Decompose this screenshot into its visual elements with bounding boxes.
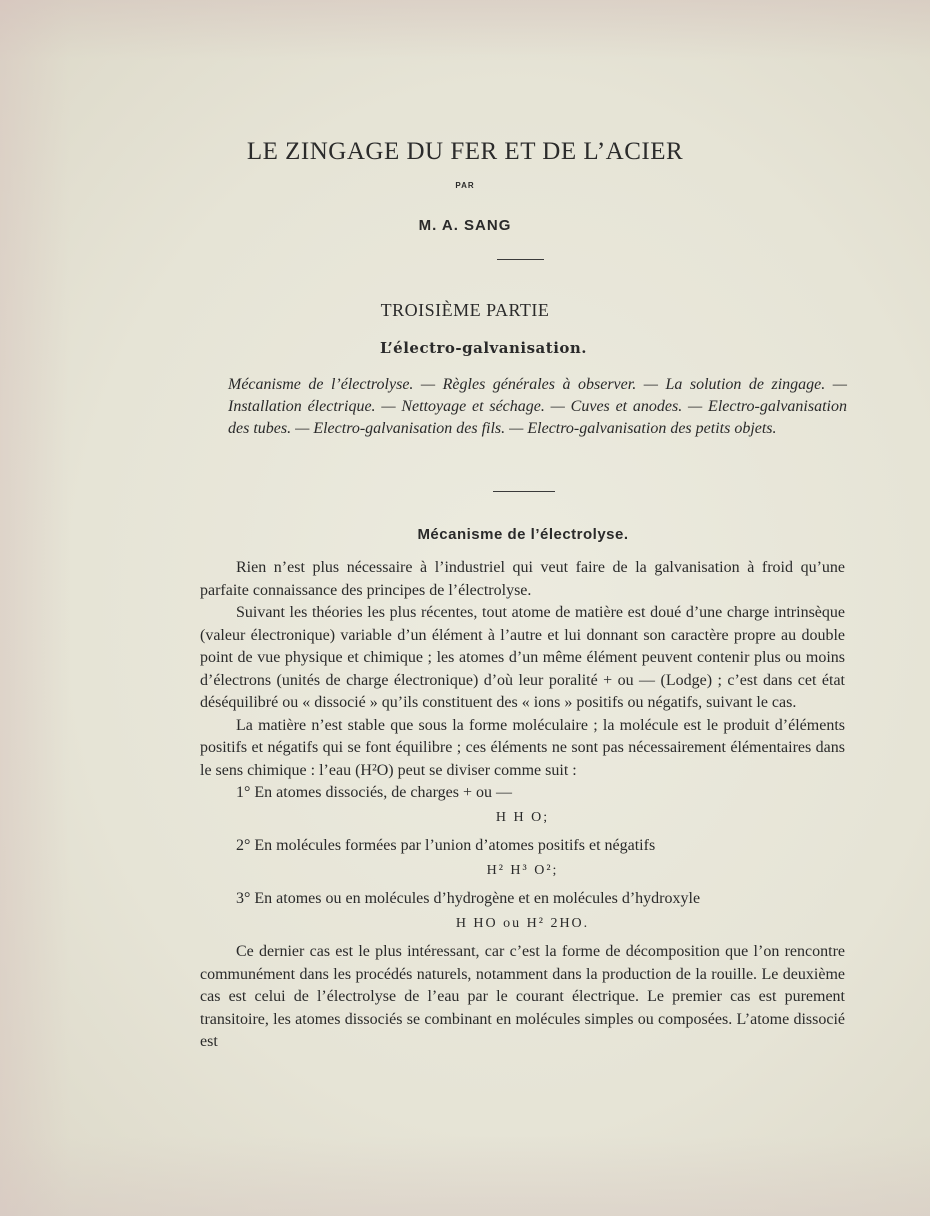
- page-edge-shading: [0, 1136, 930, 1216]
- list-item: 3° En atomes ou en molécules d’hydrogène et en molécules d’hydroxyle: [236, 890, 701, 907]
- divider-rule: [493, 491, 555, 492]
- section-heading: Mécanisme de l’électrolyse.: [417, 526, 629, 543]
- formula: H HO ou H² 2HO.: [455, 915, 590, 931]
- page-edge-shading: [0, 0, 930, 60]
- paragraph: Suivant les théories les plus récentes, tout atome de matière est doué d’une charge intrinsèque (valeur électronique) variable d’un élément à l’autre et lui donnant son caractère propre au double point de vue physique et chimique ; les atomes d’un même élément peuvent contenir plus ou moins d’électrons (unités de charge électronique) d’où leur poralité + ou — (Lodge) ; c’est dans cet état déséquilibré ou « dissocié » qu’ils constituent des « ions » positifs ou négatifs, suivant le cas.: [200, 604, 845, 711]
- author-name: M. A. SANG: [418, 217, 512, 234]
- body-text: [200, 557, 845, 1054]
- list-item: 1° En atomes dissociés, de charges + ou —: [236, 784, 512, 801]
- formula: H² H³ O²;: [486, 862, 559, 878]
- byline-par: PAR: [455, 181, 475, 190]
- article-title: LE ZINGAGE DU FER ET DE L’ACIER: [246, 138, 684, 165]
- paragraph: La matière n’est stable que sous la forme moléculaire ; la molécule est le produit d’éléments positifs et négatifs qui se font équilibre ; ces éléments ne sont pas nécessairement élémentaires dans le sens chimique : l’eau (H²O) peut se diviser comme suit :: [200, 716, 845, 779]
- paragraph: Ce dernier cas est le plus intéressant, car c’est la forme de décomposition que l’on rencontre communément dans les procédés naturels, notamment dans la production de la rouille. Le deuxième cas est celui de l’électrolyse de l’eau par le courant électrique. Le premier cas est purement transitoire, les atomes dissociés se combinant en molécules simples ou composées. L’atome dissocié est: [200, 943, 845, 1050]
- part-title: TROISIÈME PARTIE: [380, 300, 550, 320]
- list-item: 2° En molécules formées par l’union d’atomes positifs et négatifs: [236, 837, 656, 854]
- chapter-summary: Mécanisme de l’électrolyse. — Règles générales à observer. — La solution de zingage. — Installation électrique. — Nettoyage et séchage. — Cuves et anodes. — Electro-galvanisation des tubes. — Electro-galvanisation des fils. — Electro-galvanisation des petits objets.: [228, 376, 847, 437]
- divider-rule: [497, 259, 544, 260]
- part-subtitle: L’électro-galvanisation.: [380, 339, 588, 357]
- paragraph: Rien n’est plus nécessaire à l’industriel qui veut faire de la galvanisation à froid qu’une parfaite connaissance des principes de l’électrolyse.: [200, 559, 845, 599]
- formula: H H O;: [495, 809, 550, 825]
